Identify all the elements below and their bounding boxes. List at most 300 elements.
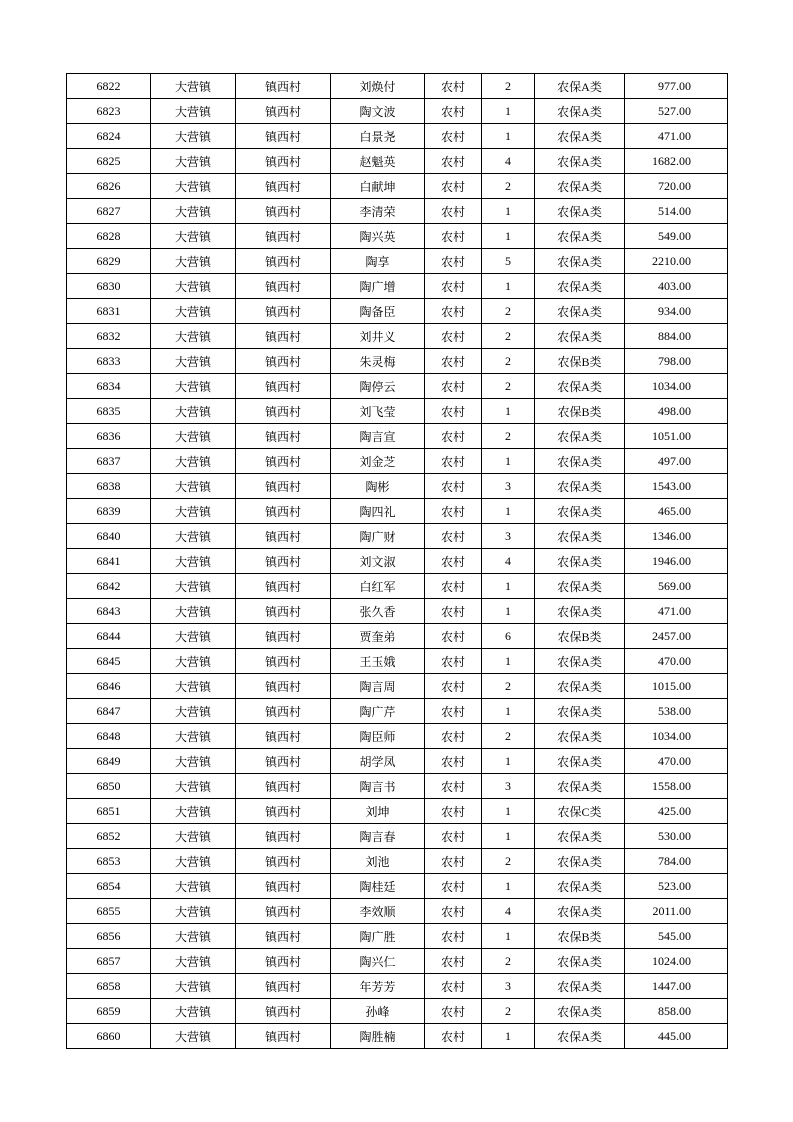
table-cell-category: 农保A类 <box>535 649 625 674</box>
table-cell-count: 5 <box>482 249 535 274</box>
table-cell-residence: 农村 <box>425 649 482 674</box>
table-cell-count: 2 <box>482 949 535 974</box>
table-row <box>67 274 728 299</box>
table-cell-village: 镇西村 <box>236 899 331 924</box>
table-cell-town: 大营镇 <box>151 199 236 224</box>
table-cell-category: 农保A类 <box>535 774 625 799</box>
table-cell-category: 农保B类 <box>535 399 625 424</box>
table-cell-village: 镇西村 <box>236 174 331 199</box>
table-cell-residence: 农村 <box>425 824 482 849</box>
table-cell-town: 大营镇 <box>151 774 236 799</box>
table-cell-village: 镇西村 <box>236 824 331 849</box>
table-cell-amount: 470.00 <box>625 649 728 674</box>
table-cell-residence: 农村 <box>425 799 482 824</box>
table-cell-amount: 569.00 <box>625 574 728 599</box>
table-cell-count: 4 <box>482 549 535 574</box>
table-cell-count: 3 <box>482 974 535 999</box>
table-cell-village: 镇西村 <box>236 274 331 299</box>
table-cell-village: 镇西村 <box>236 699 331 724</box>
table-row <box>67 624 728 649</box>
table-cell-amount: 470.00 <box>625 749 728 774</box>
table-body <box>67 74 728 1049</box>
table-cell-residence: 农村 <box>425 74 482 99</box>
table-cell-id: 6832 <box>67 324 151 349</box>
table-cell-name: 刘焕付 <box>331 74 425 99</box>
table-row <box>67 74 728 99</box>
table-cell-town: 大营镇 <box>151 949 236 974</box>
table-cell-residence: 农村 <box>425 999 482 1024</box>
table-cell-name: 陶彬 <box>331 474 425 499</box>
table-row <box>67 349 728 374</box>
table-cell-village: 镇西村 <box>236 349 331 374</box>
table-cell-id: 6833 <box>67 349 151 374</box>
table-cell-name: 陶兴英 <box>331 224 425 249</box>
table-cell-id: 6859 <box>67 999 151 1024</box>
table-cell-amount: 527.00 <box>625 99 728 124</box>
table-cell-id: 6840 <box>67 524 151 549</box>
table-cell-village: 镇西村 <box>236 724 331 749</box>
table-cell-amount: 465.00 <box>625 499 728 524</box>
table-cell-category: 农保A类 <box>535 974 625 999</box>
table-cell-count: 1 <box>482 99 535 124</box>
table-cell-count: 2 <box>482 374 535 399</box>
table-cell-residence: 农村 <box>425 699 482 724</box>
table-cell-name: 陶臣师 <box>331 724 425 749</box>
table-cell-count: 2 <box>482 324 535 349</box>
table-cell-category: 农保A类 <box>535 499 625 524</box>
table-row <box>67 574 728 599</box>
table-cell-category: 农保A类 <box>535 749 625 774</box>
table-cell-count: 1 <box>482 449 535 474</box>
table-cell-town: 大营镇 <box>151 1024 236 1049</box>
table-cell-category: 农保A类 <box>535 299 625 324</box>
table-row <box>67 974 728 999</box>
table-cell-count: 2 <box>482 299 535 324</box>
table-cell-village: 镇西村 <box>236 499 331 524</box>
table-cell-category: 农保A类 <box>535 874 625 899</box>
table-cell-id: 6851 <box>67 799 151 824</box>
table-cell-id: 6827 <box>67 199 151 224</box>
table-cell-town: 大营镇 <box>151 274 236 299</box>
table-cell-count: 1 <box>482 1024 535 1049</box>
table-cell-village: 镇西村 <box>236 199 331 224</box>
table-cell-count: 2 <box>482 424 535 449</box>
table-cell-town: 大营镇 <box>151 649 236 674</box>
table-cell-id: 6856 <box>67 924 151 949</box>
table-cell-village: 镇西村 <box>236 474 331 499</box>
table-cell-count: 1 <box>482 224 535 249</box>
table-row <box>67 474 728 499</box>
table-cell-count: 1 <box>482 199 535 224</box>
table-cell-id: 6848 <box>67 724 151 749</box>
table-cell-town: 大营镇 <box>151 124 236 149</box>
table-cell-name: 李清荣 <box>331 199 425 224</box>
table-cell-amount: 977.00 <box>625 74 728 99</box>
table-cell-category: 农保A类 <box>535 1024 625 1049</box>
table-cell-count: 1 <box>482 574 535 599</box>
table-cell-id: 6850 <box>67 774 151 799</box>
table-cell-town: 大营镇 <box>151 524 236 549</box>
table-cell-name: 陶桂廷 <box>331 874 425 899</box>
table-cell-count: 1 <box>482 274 535 299</box>
table-cell-name: 陶言春 <box>331 824 425 849</box>
table-cell-category: 农保B类 <box>535 924 625 949</box>
table-cell-village: 镇西村 <box>236 624 331 649</box>
table-cell-count: 2 <box>482 674 535 699</box>
table-cell-town: 大营镇 <box>151 874 236 899</box>
table-cell-residence: 农村 <box>425 849 482 874</box>
table-cell-amount: 720.00 <box>625 174 728 199</box>
table-cell-town: 大营镇 <box>151 174 236 199</box>
table-cell-id: 6860 <box>67 1024 151 1049</box>
table-cell-town: 大营镇 <box>151 399 236 424</box>
table-cell-residence: 农村 <box>425 949 482 974</box>
table-cell-residence: 农村 <box>425 574 482 599</box>
table-cell-village: 镇西村 <box>236 674 331 699</box>
table-cell-amount: 497.00 <box>625 449 728 474</box>
table-row <box>67 549 728 574</box>
table-cell-amount: 2011.00 <box>625 899 728 924</box>
table-cell-residence: 农村 <box>425 299 482 324</box>
table-row <box>67 1024 728 1049</box>
table-cell-amount: 1015.00 <box>625 674 728 699</box>
table-cell-village: 镇西村 <box>236 524 331 549</box>
table-row <box>67 699 728 724</box>
table-cell-name: 李效顺 <box>331 899 425 924</box>
table-cell-residence: 农村 <box>425 499 482 524</box>
table-cell-id: 6849 <box>67 749 151 774</box>
table-cell-village: 镇西村 <box>236 74 331 99</box>
table-cell-amount: 1682.00 <box>625 149 728 174</box>
table-cell-village: 镇西村 <box>236 574 331 599</box>
table-cell-id: 6838 <box>67 474 151 499</box>
table-cell-village: 镇西村 <box>236 949 331 974</box>
table-cell-residence: 农村 <box>425 249 482 274</box>
table-cell-residence: 农村 <box>425 1024 482 1049</box>
table-cell-count: 1 <box>482 874 535 899</box>
table-cell-category: 农保A类 <box>535 374 625 399</box>
table-cell-name: 陶广胜 <box>331 924 425 949</box>
table-cell-village: 镇西村 <box>236 749 331 774</box>
table-cell-village: 镇西村 <box>236 149 331 174</box>
table-cell-town: 大营镇 <box>151 699 236 724</box>
table-cell-amount: 784.00 <box>625 849 728 874</box>
table-cell-count: 2 <box>482 849 535 874</box>
table-row <box>67 749 728 774</box>
table-cell-name: 陶备臣 <box>331 299 425 324</box>
table-cell-category: 农保B类 <box>535 349 625 374</box>
table-cell-name: 张久香 <box>331 599 425 624</box>
table-cell-amount: 425.00 <box>625 799 728 824</box>
table-cell-count: 2 <box>482 349 535 374</box>
table-cell-id: 6839 <box>67 499 151 524</box>
table-cell-category: 农保A类 <box>535 199 625 224</box>
table-cell-village: 镇西村 <box>236 974 331 999</box>
table-cell-id: 6858 <box>67 974 151 999</box>
data-table <box>66 73 728 1049</box>
table-cell-residence: 农村 <box>425 174 482 199</box>
table-cell-residence: 农村 <box>425 124 482 149</box>
table-cell-count: 4 <box>482 899 535 924</box>
table-cell-id: 6822 <box>67 74 151 99</box>
table-cell-town: 大营镇 <box>151 324 236 349</box>
table-row <box>67 599 728 624</box>
table-cell-amount: 445.00 <box>625 1024 728 1049</box>
table-cell-count: 1 <box>482 799 535 824</box>
table-cell-town: 大营镇 <box>151 674 236 699</box>
table-cell-residence: 农村 <box>425 374 482 399</box>
table-cell-id: 6824 <box>67 124 151 149</box>
table-cell-category: 农保A类 <box>535 899 625 924</box>
table-cell-category: 农保C类 <box>535 799 625 824</box>
table-cell-category: 农保A类 <box>535 524 625 549</box>
table-cell-residence: 农村 <box>425 399 482 424</box>
table-cell-name: 刘金芝 <box>331 449 425 474</box>
table-cell-count: 2 <box>482 74 535 99</box>
table-cell-residence: 农村 <box>425 149 482 174</box>
table-cell-category: 农保A类 <box>535 124 625 149</box>
table-row <box>67 124 728 149</box>
table-cell-count: 1 <box>482 749 535 774</box>
table-cell-category: 农保A类 <box>535 424 625 449</box>
table-cell-village: 镇西村 <box>236 799 331 824</box>
table-cell-village: 镇西村 <box>236 424 331 449</box>
table-cell-name: 陶胜楠 <box>331 1024 425 1049</box>
table-cell-amount: 884.00 <box>625 324 728 349</box>
table-row <box>67 849 728 874</box>
table-row <box>67 799 728 824</box>
table-cell-village: 镇西村 <box>236 124 331 149</box>
table-row <box>67 949 728 974</box>
table-cell-residence: 农村 <box>425 424 482 449</box>
table-row <box>67 724 728 749</box>
table-cell-name: 陶兴仁 <box>331 949 425 974</box>
table-cell-category: 农保A类 <box>535 599 625 624</box>
table-cell-village: 镇西村 <box>236 849 331 874</box>
table-cell-id: 6846 <box>67 674 151 699</box>
table-cell-residence: 农村 <box>425 449 482 474</box>
table-cell-village: 镇西村 <box>236 249 331 274</box>
table-cell-residence: 农村 <box>425 874 482 899</box>
table-cell-name: 年芳芳 <box>331 974 425 999</box>
table-cell-id: 6825 <box>67 149 151 174</box>
table-cell-category: 农保A类 <box>535 949 625 974</box>
table-cell-amount: 1034.00 <box>625 724 728 749</box>
table-row <box>67 499 728 524</box>
table-cell-name: 陶言宣 <box>331 424 425 449</box>
table-cell-category: 农保A类 <box>535 474 625 499</box>
table-cell-count: 1 <box>482 699 535 724</box>
table-cell-id: 6829 <box>67 249 151 274</box>
table-cell-count: 2 <box>482 999 535 1024</box>
table-cell-village: 镇西村 <box>236 224 331 249</box>
table-cell-town: 大营镇 <box>151 849 236 874</box>
table-cell-village: 镇西村 <box>236 299 331 324</box>
table-cell-category: 农保A类 <box>535 699 625 724</box>
table-cell-name: 赵魁英 <box>331 149 425 174</box>
table-cell-town: 大营镇 <box>151 499 236 524</box>
table-cell-id: 6831 <box>67 299 151 324</box>
table-cell-category: 农保B类 <box>535 624 625 649</box>
table-cell-amount: 1946.00 <box>625 549 728 574</box>
table-cell-count: 3 <box>482 474 535 499</box>
table-cell-amount: 514.00 <box>625 199 728 224</box>
table-cell-id: 6826 <box>67 174 151 199</box>
table-cell-village: 镇西村 <box>236 399 331 424</box>
table-cell-amount: 545.00 <box>625 924 728 949</box>
table-cell-count: 1 <box>482 499 535 524</box>
table-cell-amount: 471.00 <box>625 599 728 624</box>
table-cell-count: 1 <box>482 924 535 949</box>
table-cell-amount: 1543.00 <box>625 474 728 499</box>
table-cell-amount: 1447.00 <box>625 974 728 999</box>
table-cell-town: 大营镇 <box>151 224 236 249</box>
table-cell-id: 6835 <box>67 399 151 424</box>
table-cell-category: 农保A类 <box>535 224 625 249</box>
table-row <box>67 224 728 249</box>
table-cell-count: 3 <box>482 524 535 549</box>
table-cell-id: 6855 <box>67 899 151 924</box>
table-cell-count: 1 <box>482 649 535 674</box>
table-cell-residence: 农村 <box>425 274 482 299</box>
table-cell-name: 刘文淑 <box>331 549 425 574</box>
table-cell-village: 镇西村 <box>236 374 331 399</box>
table-cell-residence: 农村 <box>425 749 482 774</box>
table-cell-category: 农保A类 <box>535 149 625 174</box>
table-cell-name: 刘井义 <box>331 324 425 349</box>
table-cell-category: 农保A类 <box>535 674 625 699</box>
table-cell-id: 6823 <box>67 99 151 124</box>
table-cell-id: 6842 <box>67 574 151 599</box>
table-cell-category: 农保A类 <box>535 549 625 574</box>
table-row <box>67 199 728 224</box>
table-cell-village: 镇西村 <box>236 99 331 124</box>
table-row <box>67 249 728 274</box>
table-cell-id: 6836 <box>67 424 151 449</box>
table-cell-village: 镇西村 <box>236 599 331 624</box>
table-cell-town: 大营镇 <box>151 299 236 324</box>
table-cell-category: 农保A类 <box>535 99 625 124</box>
table-cell-village: 镇西村 <box>236 874 331 899</box>
table-cell-town: 大营镇 <box>151 74 236 99</box>
table-cell-residence: 农村 <box>425 474 482 499</box>
table-cell-name: 刘飞莹 <box>331 399 425 424</box>
table-cell-amount: 1346.00 <box>625 524 728 549</box>
table-cell-id: 6837 <box>67 449 151 474</box>
table-cell-village: 镇西村 <box>236 324 331 349</box>
table-cell-amount: 498.00 <box>625 399 728 424</box>
table-cell-village: 镇西村 <box>236 924 331 949</box>
table-cell-amount: 549.00 <box>625 224 728 249</box>
table-cell-id: 6852 <box>67 824 151 849</box>
table-cell-name: 白景尧 <box>331 124 425 149</box>
table-row <box>67 99 728 124</box>
table-cell-town: 大营镇 <box>151 249 236 274</box>
table-cell-id: 6828 <box>67 224 151 249</box>
table-cell-village: 镇西村 <box>236 449 331 474</box>
table-cell-name: 陶广增 <box>331 274 425 299</box>
table-row <box>67 399 728 424</box>
table-cell-residence: 农村 <box>425 99 482 124</box>
table-cell-amount: 1558.00 <box>625 774 728 799</box>
table-cell-town: 大营镇 <box>151 99 236 124</box>
table-cell-category: 农保A类 <box>535 324 625 349</box>
table-row <box>67 424 728 449</box>
table-cell-village: 镇西村 <box>236 649 331 674</box>
table-cell-count: 1 <box>482 124 535 149</box>
table-cell-count: 1 <box>482 399 535 424</box>
table-cell-category: 农保A类 <box>535 274 625 299</box>
table-cell-residence: 农村 <box>425 324 482 349</box>
table-cell-residence: 农村 <box>425 724 482 749</box>
table-cell-town: 大营镇 <box>151 749 236 774</box>
table-cell-category: 农保A类 <box>535 999 625 1024</box>
table-row <box>67 899 728 924</box>
table-cell-village: 镇西村 <box>236 1024 331 1049</box>
table-cell-amount: 2457.00 <box>625 624 728 649</box>
table-cell-town: 大营镇 <box>151 924 236 949</box>
table-row <box>67 924 728 949</box>
table-cell-name: 陶言书 <box>331 774 425 799</box>
table-cell-town: 大营镇 <box>151 624 236 649</box>
table-cell-residence: 农村 <box>425 899 482 924</box>
table-row <box>67 174 728 199</box>
table-cell-category: 农保A类 <box>535 249 625 274</box>
table-cell-name: 王玉娥 <box>331 649 425 674</box>
table-cell-residence: 农村 <box>425 674 482 699</box>
table-cell-name: 胡学凤 <box>331 749 425 774</box>
table-cell-category: 农保A类 <box>535 824 625 849</box>
table-cell-category: 农保A类 <box>535 574 625 599</box>
table-cell-count: 1 <box>482 599 535 624</box>
table-cell-town: 大营镇 <box>151 999 236 1024</box>
table-cell-amount: 2210.00 <box>625 249 728 274</box>
table-row <box>67 774 728 799</box>
table-cell-id: 6843 <box>67 599 151 624</box>
table-cell-amount: 1051.00 <box>625 424 728 449</box>
table-cell-village: 镇西村 <box>236 999 331 1024</box>
table-row <box>67 524 728 549</box>
table-cell-town: 大营镇 <box>151 799 236 824</box>
table-cell-name: 白红军 <box>331 574 425 599</box>
table-cell-name: 陶停云 <box>331 374 425 399</box>
table-row <box>67 999 728 1024</box>
table-cell-count: 3 <box>482 774 535 799</box>
table-cell-id: 6830 <box>67 274 151 299</box>
table-cell-name: 陶广财 <box>331 524 425 549</box>
table-cell-amount: 858.00 <box>625 999 728 1024</box>
table-cell-id: 6841 <box>67 549 151 574</box>
table-row <box>67 299 728 324</box>
table-cell-town: 大营镇 <box>151 349 236 374</box>
table-cell-amount: 1034.00 <box>625 374 728 399</box>
table-cell-amount: 523.00 <box>625 874 728 899</box>
table-cell-residence: 农村 <box>425 199 482 224</box>
table-cell-town: 大营镇 <box>151 899 236 924</box>
table-cell-town: 大营镇 <box>151 724 236 749</box>
table-cell-residence: 农村 <box>425 349 482 374</box>
table-cell-category: 农保A类 <box>535 174 625 199</box>
table-cell-name: 孙峰 <box>331 999 425 1024</box>
table-cell-id: 6847 <box>67 699 151 724</box>
table-cell-town: 大营镇 <box>151 474 236 499</box>
table-cell-amount: 530.00 <box>625 824 728 849</box>
table-cell-category: 农保A类 <box>535 849 625 874</box>
table-cell-name: 刘坤 <box>331 799 425 824</box>
table-cell-town: 大营镇 <box>151 574 236 599</box>
table-cell-residence: 农村 <box>425 974 482 999</box>
table-cell-id: 6845 <box>67 649 151 674</box>
